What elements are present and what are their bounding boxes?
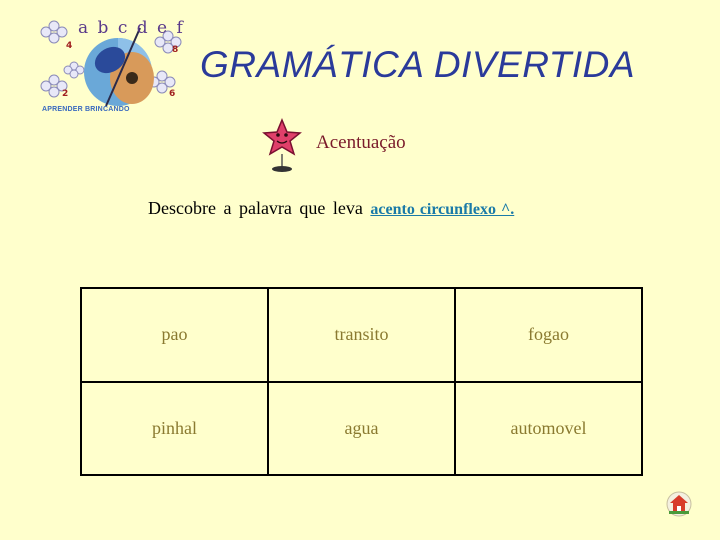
logo-number-6: 6	[169, 89, 176, 99]
logo-letters: a b c d e f	[78, 18, 185, 38]
word-label: transito	[334, 324, 389, 345]
word-label: pinhal	[152, 417, 197, 438]
page-title: GRAMÁTICA DIVERTIDA	[200, 44, 636, 85]
word-option-automovel[interactable]	[455, 382, 642, 476]
word-option-fogao[interactable]	[455, 288, 642, 382]
logo-number-4: 4	[66, 41, 73, 51]
word-table	[80, 287, 643, 476]
word-option-transito[interactable]	[268, 288, 455, 382]
home-icon[interactable]	[666, 491, 692, 517]
word-option-agua[interactable]	[268, 382, 455, 476]
word-option-pinhal[interactable]	[81, 382, 268, 476]
instruction-text: Descobre a palavra que leva	[148, 198, 371, 218]
table-row	[81, 288, 642, 382]
word-label: fogao	[528, 324, 569, 345]
logo	[36, 14, 186, 118]
logo-number-2: 2	[62, 89, 69, 99]
instruction	[148, 198, 514, 219]
word-label: automovel	[510, 417, 587, 438]
word-option-pao[interactable]	[81, 288, 268, 382]
instruction-highlight: acento circunflexo ^.	[370, 201, 515, 218]
logo-number-8: 8	[172, 45, 179, 55]
logo-caption: APRENDER BRINCANDO	[42, 106, 130, 113]
table-row	[81, 382, 642, 476]
star-mascot-icon	[262, 118, 302, 178]
word-label: agua	[344, 417, 379, 438]
subtitle: Acentuação	[316, 132, 406, 153]
word-label: pao	[161, 324, 188, 345]
